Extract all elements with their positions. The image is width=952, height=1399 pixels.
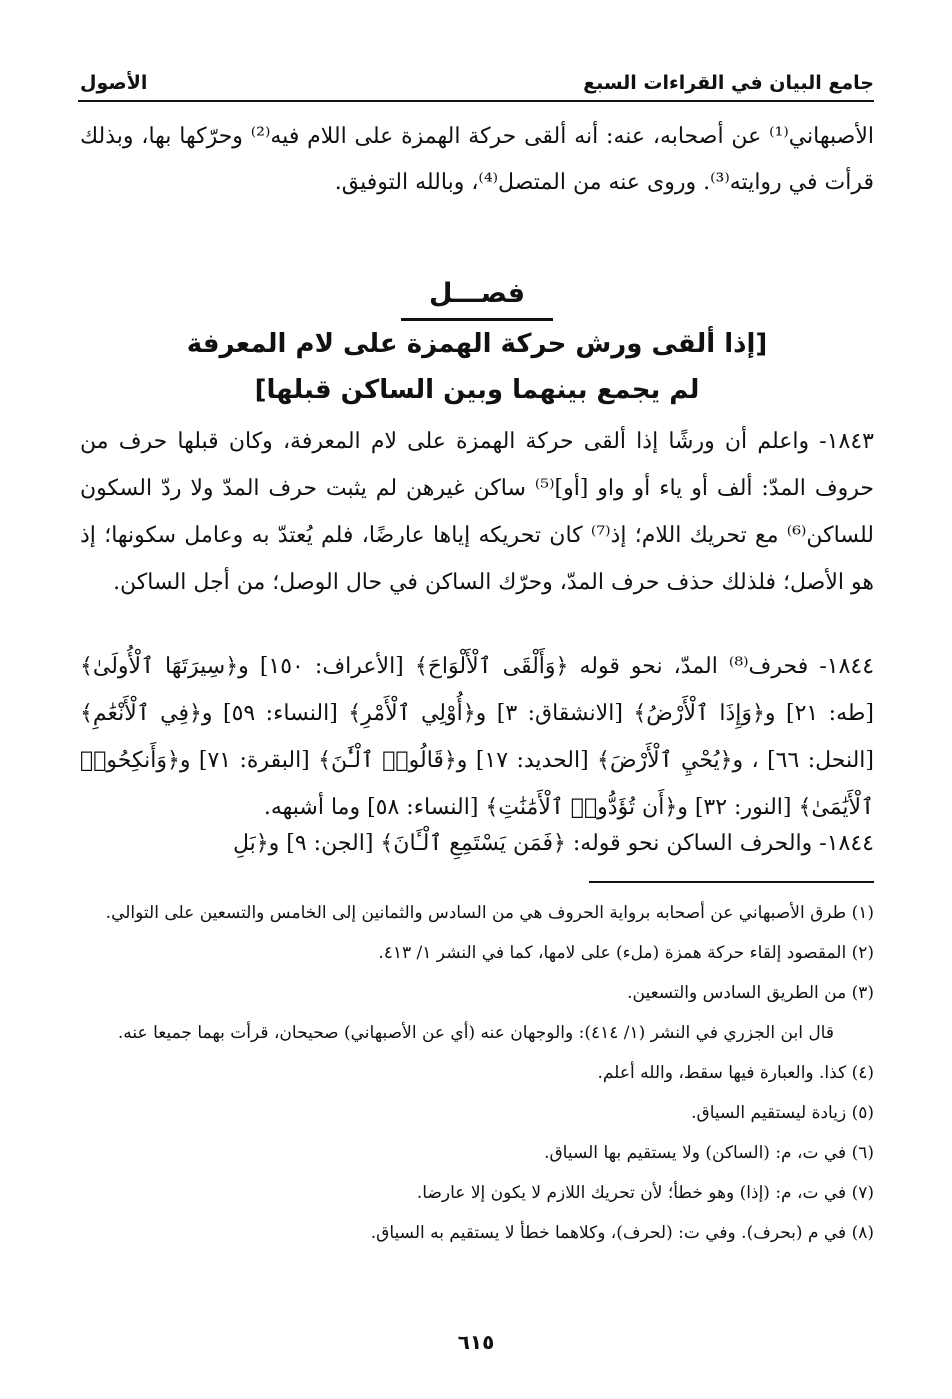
footnote-5: (٥) زيادة ليستقيم السياق. [691,1103,874,1123]
intro-text: الأصبهاني⁽¹⁾ عن أصحابه، عنه: أنه ألقى حركة الهمزة على اللام فيه⁽²⁾ وحرّكها بها، وبذلك قرأت في روايته⁽³⁾. وروى عنه من المتصل⁽⁴⁾، وبالله التوفيق. [80,124,874,195]
paragraph-text: والحرف الساكن نحو قوله: ﴿فَمَن يَسْتَمِعِ ٱلْـَٔانَ﴾ [الجن: ٩] و﴿بَلِ [232,831,813,856]
header-book-title: جامع البيان في القراءات السبع [583,72,874,94]
paragraph-text: واعلم أن ورشًا إذا ألقى حركة الهمزة على لام المعرفة، وكان قبلها حرف من حروف المدّ: ألف أو ياء أو واو [أو]⁽⁵⁾ ساكن غيرهن لم يثبت حرف المدّ ولا ردّ السكون للساكن⁽⁶⁾ مع تحريك اللام؛ إذ⁽⁷⁾ كان تحريكه إياها عارضًا، فلم يُعتدّ به وعامل سكونها؛ إذ هو الأصل؛ فلذلك حذف حرف المدّ، وحرّك الساكن في حال الوصل؛ من أجل الساكن. [80,429,874,595]
running-header [80,58,874,94]
intro-paragraph [80,114,874,206]
header-rule [78,100,874,102]
footnote-1: (١) طرق الأصبهاني عن أصحابه برواية الحروف هي من السادس والثمانين إلى الخامس والتسعين على التوالي. [105,903,874,923]
page-number: ٦١٥ [457,1330,495,1354]
paragraph-1843 [80,418,874,606]
footnote-6: (٦) في ت، م: (الساكن) ولا يستقيم بها السياق. [544,1143,874,1163]
paragraph-number: ١٨٤٤- [819,831,874,856]
paragraph-text: فحرف⁽⁸⁾ المدّ، نحو قوله ﴿وَأَلْقَى ٱلْأَلْوَاحَ﴾ [الأعراف: ١٥٠] و﴿سِيرَتَهَا ٱلْأُولَىٰ﴾ [طه: ٢١] و﴿وَإِذَا ٱلْأَرْضُ﴾ [الانشقاق: ٣] و﴿أُوْلِي ٱلْأَمْرِ﴾ [النساء: ٥٩] و﴿فِي ٱلْأَنْعَٰمِ﴾ [النحل: ٦٦] ، و﴿يُحْيِ ٱلْأَرْضَ﴾ [الحديد: ١٧] و﴿قَالُوا۟ ٱلْـَٰٔنَ﴾ [البقرة: ٧١] و﴿وَأَنكِحُوا۟ ٱلْأَيَٰمَىٰ﴾ [النور: ٣٢] و﴿أَن تُؤَدُّوا۟ ٱلْأَمَٰنَٰتِ﴾ [النساء: ٥٨] وما أشبهه. [80,654,875,820]
footnotes [80,896,874,1256]
footnote-3-continuation: قال ابن الجزري في النشر (١/ ٤١٤): والوجهان عنه (أي عن الأصبهاني) صحيحان، قرأت بهما جميعا عنه. [117,1023,834,1043]
paragraph-1844-b [80,820,874,867]
footnote-3: (٣) من الطريق السادس والتسعين. [627,983,874,1003]
section-heading [80,270,874,413]
footnote-4: (٤) كذا. والعبارة فيها سقط، والله أعلم. [597,1063,874,1083]
footnote-7: (٧) في ت، م: (إذا) وهو خطأ؛ لأن تحريك اللازم لا يكون إلا عارضا. [416,1183,874,1203]
footnote-2: (٢) المقصود إلقاء حركة همزة (ملء) على لامها، كما في النشر ١/ ٤١٣. [378,943,874,963]
footnote-rule [589,881,874,883]
section-label: فصـــل [401,270,553,321]
header-section-name: الأصول [80,72,148,94]
section-title-line1: [إذا ألقى ورش حركة الهمزة على لام المعرفة [186,329,768,359]
paragraph-1844-a [80,643,874,831]
paragraph-number: ١٨٤٤- [819,654,875,679]
paragraph-number: ١٨٤٣- [819,429,874,454]
section-title-line2: لم يجمع بينهما وبين الساكن قبلها] [254,375,700,405]
footnote-8: (٨) في م (بحرف). وفي ت: (لحرف)، وكلاهما خطأ لا يستقيم به السياق. [370,1223,874,1243]
